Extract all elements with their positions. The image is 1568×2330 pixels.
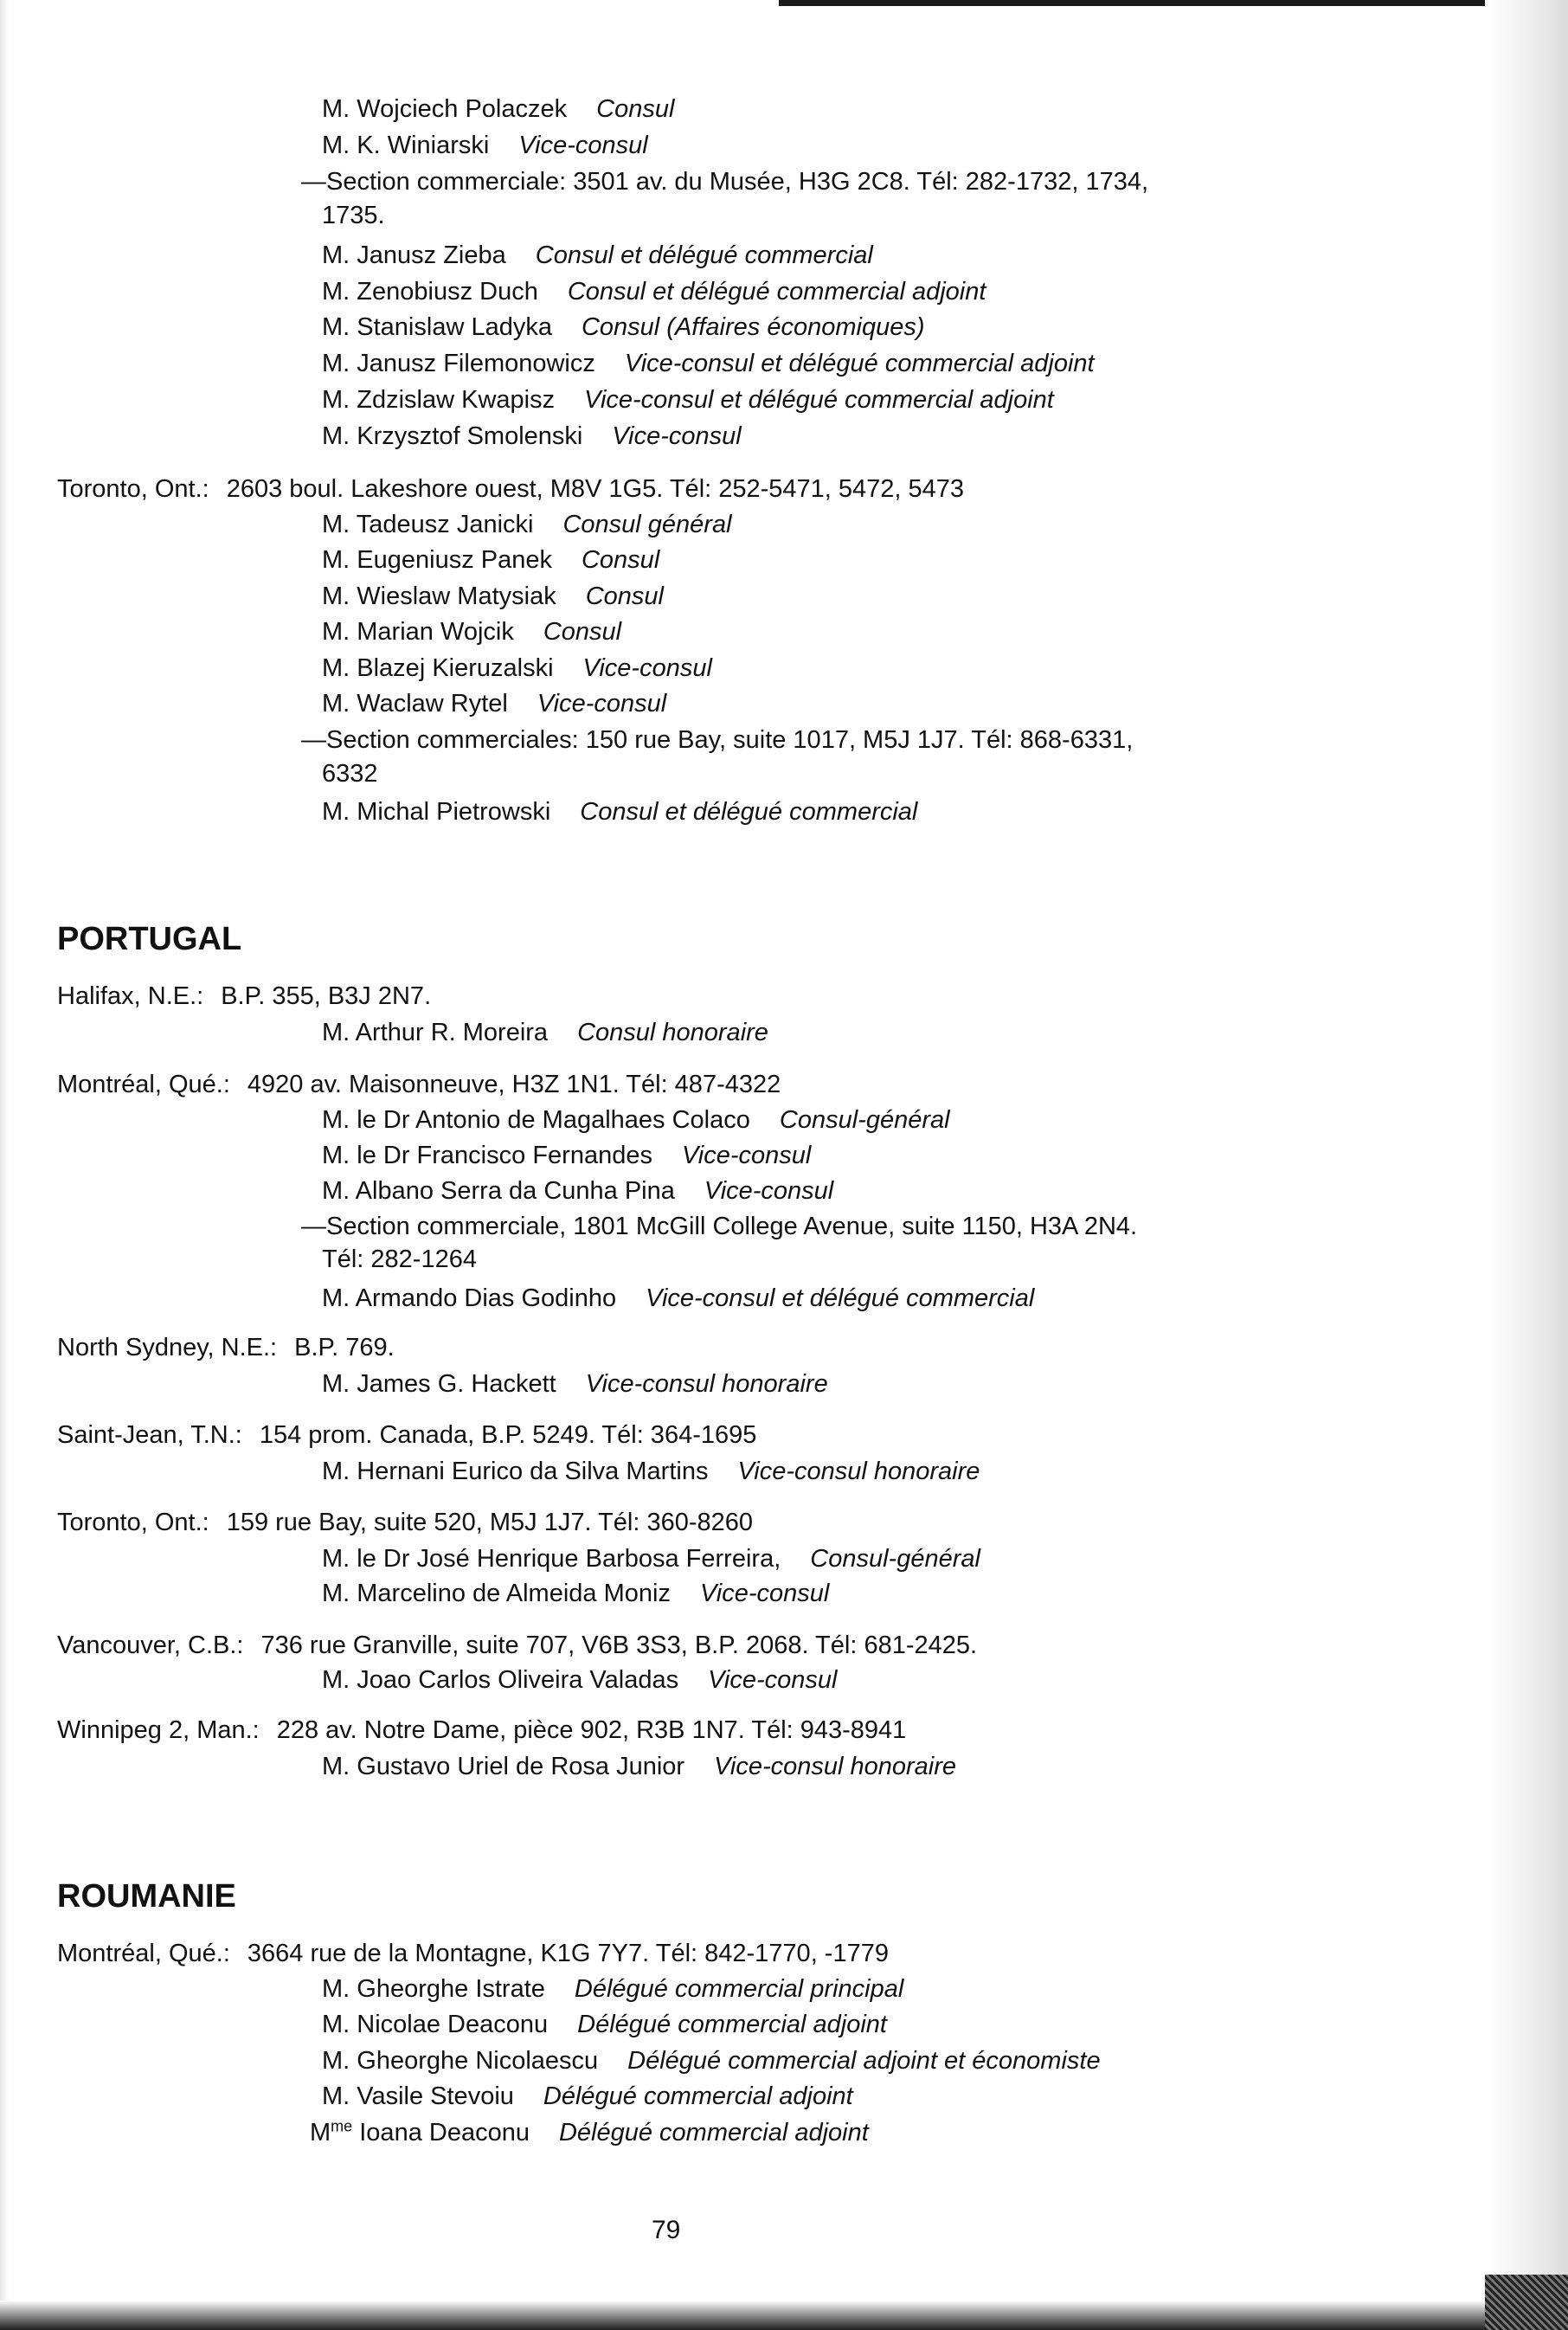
city-entry — [57, 1627, 977, 1664]
staff-name: M. le Dr Antonio de Magalhaes Colaco — [322, 1106, 750, 1134]
staff-entry — [322, 578, 664, 615]
staff-name: M. K. Winiarski — [322, 132, 490, 159]
city-entry — [57, 978, 431, 1014]
staff-name: M. Wojciech Polaczek — [322, 95, 568, 123]
staff-entry — [322, 2078, 853, 2114]
staff-role: Consul général — [562, 511, 732, 538]
staff-entry — [322, 1280, 1034, 1316]
staff-entry — [322, 614, 621, 650]
staff-role: Consul — [543, 618, 622, 646]
staff-name: M. Blazej Kieruzalski — [322, 654, 554, 682]
staff-role: Consul et délégué commercial — [535, 241, 873, 269]
staff-entry — [322, 1662, 837, 1698]
staff-name: M. Gustavo Uriel de Rosa Junior — [322, 1753, 685, 1780]
staff-role: Consul et délégué commercial adjoint — [567, 278, 986, 306]
staff-name: M. Wieslaw Matysiak — [322, 582, 556, 610]
staff-name: M. Krzysztof Smolenski — [322, 422, 583, 450]
staff-role: Vice-consul — [704, 1177, 834, 1205]
city-address: B.P. 769. — [294, 1334, 395, 1361]
trade-section-line: —Section commerciale, 1801 McGill College Avenue, suite 1150, H3A 2N4. — [301, 1213, 1138, 1240]
staff-entry — [322, 1102, 950, 1138]
city-name: Winnipeg 2, Man.: — [57, 1716, 260, 1744]
staff-entry — [322, 1971, 903, 2007]
staff-name-text: Ioana Deaconu — [359, 2119, 530, 2147]
city-address: 159 rue Bay, suite 520, M5J 1J7. Tél: 360-8260 — [226, 1509, 754, 1536]
staff-name: M. Janusz Filemonowicz — [322, 350, 595, 377]
staff-entry — [322, 237, 873, 274]
staff-entry — [322, 382, 1054, 418]
staff-entry — [310, 2114, 869, 2151]
staff-name: M. Vasile Stevoiu — [322, 2082, 514, 2110]
staff-role: Délégué commercial adjoint — [543, 2082, 853, 2110]
staff-name: M. le Dr Francisco Fernandes — [322, 1142, 652, 1169]
city-name: Toronto, Ont.: — [57, 475, 209, 503]
staff-entry — [322, 506, 732, 543]
staff-entry — [322, 1366, 828, 1402]
staff-title-superscript: me — [331, 2117, 353, 2135]
staff-entry — [322, 1575, 829, 1612]
city-name: Montréal, Qué.: — [57, 1071, 230, 1098]
staff-entry — [322, 1541, 980, 1577]
city-entry — [57, 1935, 889, 1972]
city-name: Toronto, Ont.: — [57, 1509, 209, 1536]
staff-role: Vice-consul et délégué commercial — [646, 1284, 1035, 1312]
city-name: Halifax, N.E.: — [57, 982, 204, 1010]
city-name: Vancouver, C.B.: — [57, 1632, 244, 1659]
staff-name: M. Marcelino de Almeida Moniz — [322, 1580, 671, 1607]
staff-entry — [322, 2043, 1101, 2079]
city-entry — [57, 1329, 395, 1366]
staff-name: M. Gheorghe Istrate — [322, 1975, 545, 2003]
staff-role: Vice-consul honoraire — [714, 1753, 957, 1780]
staff-name: M. Nicolae Deaconu — [322, 2011, 549, 2038]
staff-role: Vice-consul — [518, 132, 648, 159]
staff-name: M. Joao Carlos Oliveira Valadas — [322, 1666, 679, 1694]
trade-section-line: —Section commerciales: 150 rue Bay, suite 1017, M5J 1J7. Tél: 868-6331, — [301, 726, 1134, 754]
staff-role: Vice-consul honoraire — [737, 1458, 980, 1485]
staff-role: Vice-consul et délégué commercial adjoint — [624, 350, 1095, 377]
staff-name: M. Zdzislaw Kwapisz — [322, 386, 556, 414]
city-address: 4920 av. Maisonneuve, H3Z 1N1. Tél: 487-4322 — [247, 1071, 781, 1098]
staff-role: Consul-général — [779, 1106, 950, 1134]
staff-role: Vice-consul — [708, 1666, 838, 1694]
staff-role: Consul honoraire — [577, 1019, 768, 1046]
staff-role: Vice-consul — [537, 690, 667, 718]
staff-name: M. Armando Dias Godinho — [322, 1284, 617, 1312]
staff-name: M. Waclaw Rytel — [322, 690, 508, 718]
staff-name: M. Arthur R. Moreira — [322, 1019, 549, 1046]
staff-role: Consul — [596, 95, 675, 123]
staff-entry — [322, 1748, 956, 1785]
staff-role: Vice-consul honoraire — [585, 1370, 828, 1398]
city-address: 154 prom. Canada, B.P. 5249. Tél: 364-1695 — [259, 1421, 757, 1449]
staff-name: M. Gheorghe Nicolaescu — [322, 2047, 599, 2075]
staff-name: M. Eugeniusz Panek — [322, 546, 552, 574]
staff-name: M. Janusz Zieba — [322, 241, 506, 269]
staff-role: Consul — [585, 582, 664, 610]
staff-entry — [322, 542, 659, 578]
staff-entry — [322, 685, 666, 722]
staff-name: M. Michal Pietrowski — [322, 798, 551, 826]
staff-role: Consul (Affaires économiques) — [581, 313, 925, 341]
staff-role: Délégué commercial adjoint — [577, 2011, 887, 2038]
trade-section-line-cont: 1735. — [322, 202, 385, 229]
city-entry — [57, 471, 964, 507]
staff-entry — [322, 127, 648, 164]
staff-name: M. Tadeusz Janicki — [322, 511, 534, 538]
staff-title: M — [310, 2119, 331, 2147]
staff-entry — [322, 274, 986, 310]
staff-name: M. Hernani Eurico da Silva Martins — [322, 1458, 709, 1485]
trade-section-line-cont: Tél: 282-1264 — [322, 1245, 477, 1273]
staff-name: M. Albano Serra da Cunha Pina — [322, 1177, 675, 1205]
staff-entry — [322, 91, 674, 127]
staff-role: Délégué commercial adjoint et économiste — [627, 2047, 1101, 2075]
staff-name: M. Stanislaw Ladyka — [322, 313, 552, 341]
city-name: North Sydney, N.E.: — [57, 1334, 278, 1361]
city-name: Saint-Jean, T.N.: — [57, 1421, 242, 1449]
city-address: 3664 rue de la Montagne, K1G 7Y7. Tél: 842-1770, -1779 — [247, 1940, 889, 1967]
staff-entry — [322, 2006, 887, 2043]
city-address: 228 av. Notre Dame, pièce 902, R3B 1N7. Tél: 943-8941 — [276, 1716, 907, 1744]
staff-entry — [322, 1137, 811, 1174]
city-address: 736 rue Granville, suite 707, V6B 3S3, B.P. 2068. Tél: 681-2425. — [260, 1632, 978, 1659]
staff-role: Consul-général — [810, 1545, 980, 1573]
staff-name: M. Zenobiusz Duch — [322, 278, 538, 306]
staff-entry — [322, 1453, 980, 1490]
city-entry — [57, 1504, 753, 1541]
staff-role: Vice-consul — [681, 1142, 812, 1169]
city-address: B.P. 355, B3J 2N7. — [221, 982, 432, 1010]
staff-role: Vice-consul — [699, 1580, 830, 1607]
city-entry — [57, 1712, 906, 1748]
staff-entry — [322, 650, 712, 686]
staff-role: Consul — [581, 546, 660, 574]
staff-role: Vice-consul — [612, 422, 742, 450]
staff-entry — [322, 418, 742, 454]
city-name: Montréal, Qué.: — [57, 1940, 230, 1967]
staff-role: Délégué commercial adjoint — [558, 2119, 869, 2147]
trade-section-line: —Section commerciale: 3501 av. du Musée, H3G 2C8. Tél: 282-1732, 1734, — [301, 168, 1149, 196]
staff-entry — [322, 309, 924, 345]
staff-role: Vice-consul — [582, 654, 712, 682]
staff-role: Vice-consul et délégué commercial adjoint — [584, 386, 1054, 414]
staff-entry — [322, 794, 917, 830]
staff-entry — [322, 1014, 768, 1051]
staff-name: M. James G. Hackett — [322, 1370, 556, 1398]
city-entry — [57, 1417, 756, 1453]
trade-section-line-cont: 6332 — [322, 760, 378, 788]
staff-name: M. Marian Wojcik — [322, 618, 514, 646]
staff-name — [310, 2114, 530, 2151]
staff-name: M. le Dr José Henrique Barbosa Ferreira, — [322, 1545, 781, 1573]
city-entry — [57, 1066, 781, 1103]
section-heading-portugal: PORTUGAL — [57, 921, 242, 957]
page-number: 79 — [652, 2216, 681, 2244]
section-heading-roumanie: ROUMANIE — [57, 1878, 236, 1915]
staff-entry — [322, 1173, 833, 1209]
staff-role: Délégué commercial principal — [574, 1975, 904, 2003]
staff-role: Consul et délégué commercial — [580, 798, 918, 826]
city-address: 2603 boul. Lakeshore ouest, M8V 1G5. Tél: 252-5471, 5472, 5473 — [226, 475, 965, 503]
staff-entry — [322, 345, 1095, 382]
